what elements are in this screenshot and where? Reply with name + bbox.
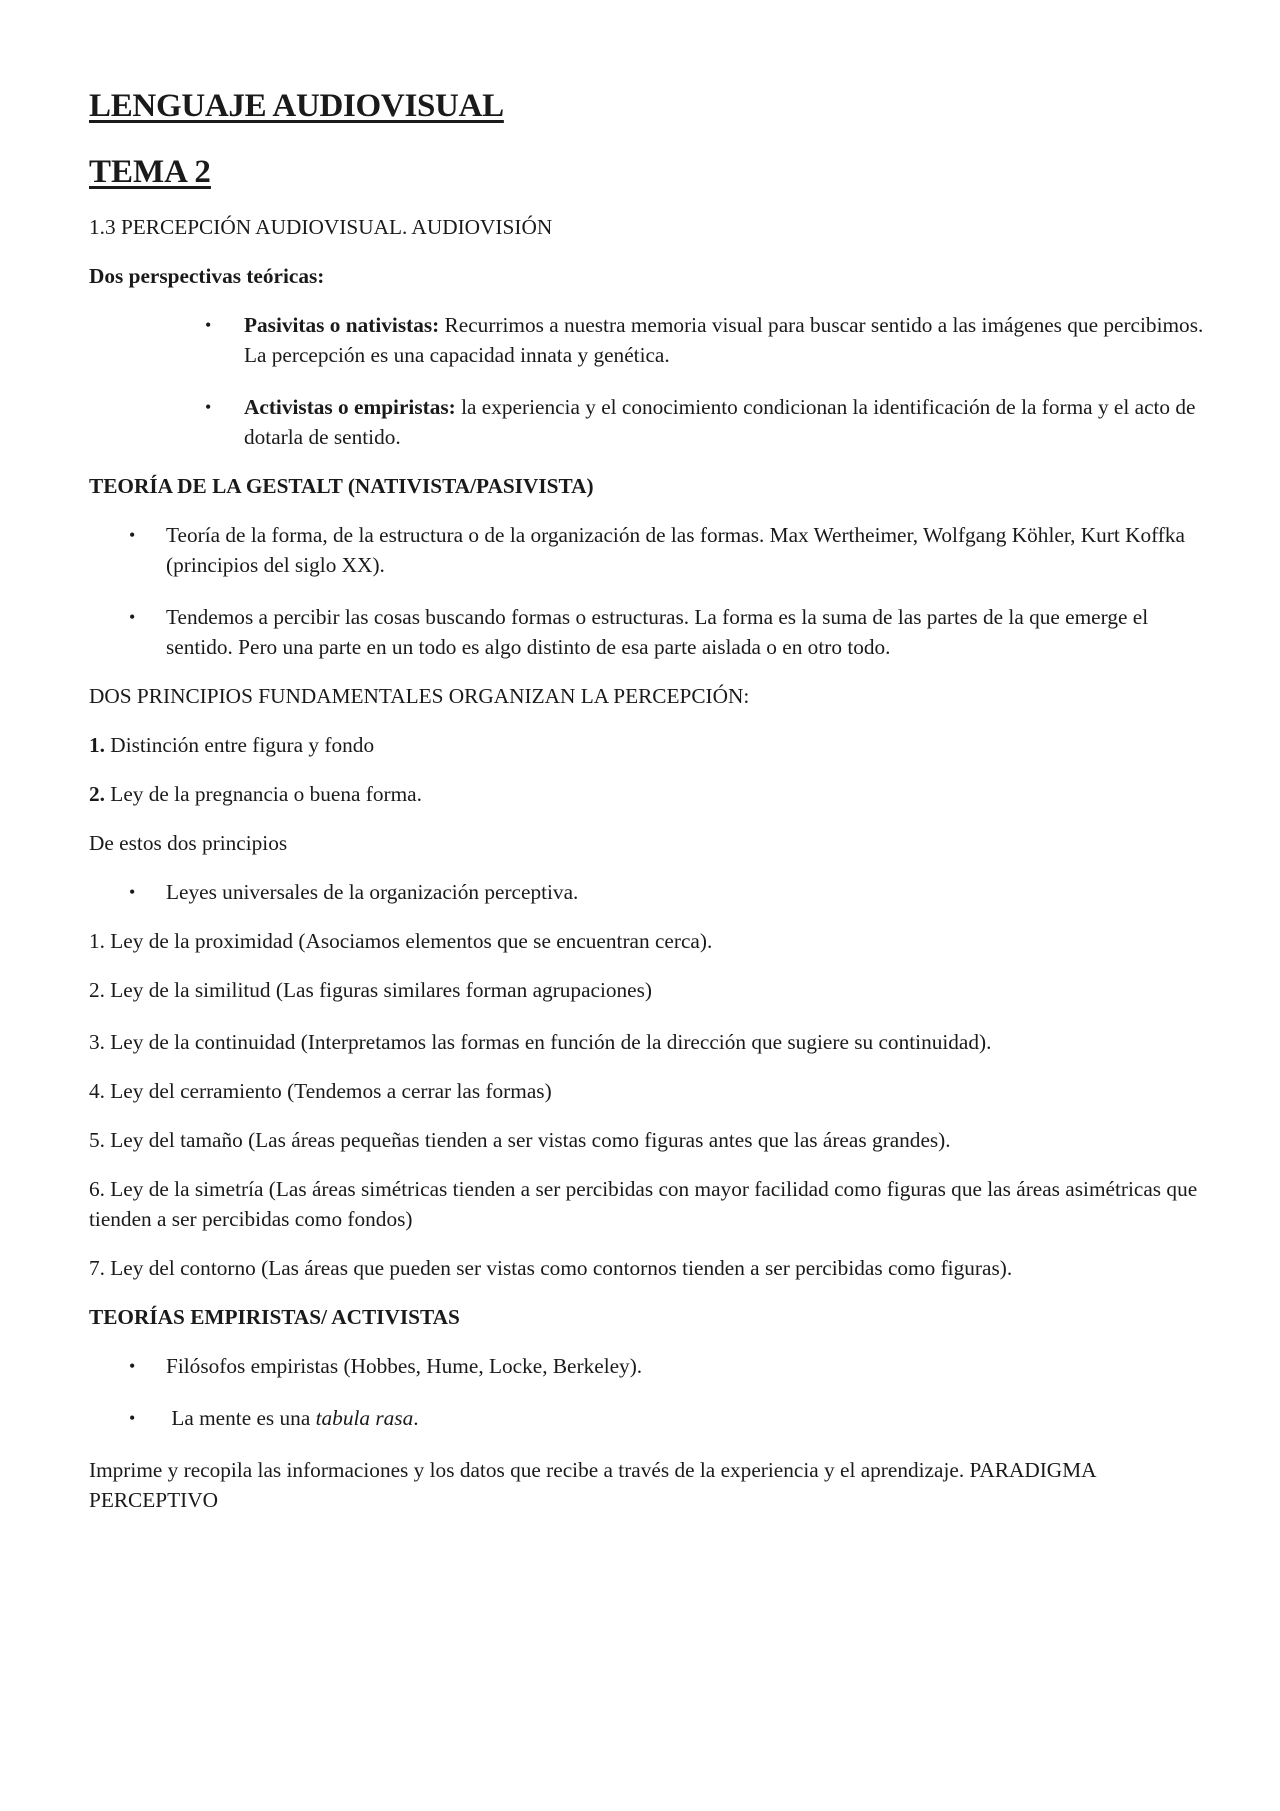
empiricist-philosophers: Filósofos empiristas (Hobbes, Hume, Locke, Berkeley). — [166, 1354, 643, 1378]
gestalt-list — [89, 520, 1219, 662]
perspective-term: Activistas o empiristas: — [244, 395, 456, 419]
principle-2 — [89, 779, 1219, 809]
universal-laws-text: Leyes universales de la organización perceptiva. — [166, 880, 579, 904]
mind-suffix: . — [413, 1406, 419, 1430]
empiricist-list — [89, 1351, 1219, 1433]
mind-italic: tabula rasa — [315, 1406, 414, 1430]
principle-number: 1. — [89, 733, 105, 757]
list-item — [89, 310, 1219, 370]
gestalt-item-text: Teoría de la forma, de la estructura o de la organización de las formas. Max Wertheimer, Wolfgang Köhler, Kurt Koffka (principios del siglo XX). — [166, 523, 1186, 577]
bullet-icon: • — [205, 397, 212, 417]
principle-1 — [89, 730, 1219, 760]
gestalt-item-text: Tendemos a percibir las cosas buscando formas o estructuras. La forma es la suma de las partes de la que emerge el sentido. Pero una parte en un todo es algo distinto de esa parte aislada o en otro todo. — [166, 605, 1149, 659]
from-principles-text: De estos dos principios — [89, 831, 288, 855]
mind-prefix: La mente es una — [166, 1406, 316, 1430]
list-item — [89, 1351, 1219, 1381]
law-4: 4. Ley del cerramiento (Tendemos a cerrar las formas) — [89, 1079, 552, 1103]
bullet-icon: • — [129, 882, 136, 902]
principles-heading: DOS PRINCIPIOS FUNDAMENTALES ORGANIZAN LA PERCEPCIÓN: — [89, 684, 750, 708]
perspectives-list — [89, 310, 1219, 452]
empiricist-heading: TEORÍAS EMPIRISTAS/ ACTIVISTAS — [89, 1305, 460, 1329]
universal-laws-list — [89, 877, 1219, 907]
law-3: 3. Ley de la continuidad (Interpretamos las formas en función de la dirección que sugiere su continuidad). — [89, 1030, 992, 1054]
section-heading: 1.3 PERCEPCIÓN AUDIOVISUAL. AUDIOVISIÓN — [89, 215, 553, 239]
list-item — [89, 520, 1219, 580]
law-1: 1. Ley de la proximidad (Asociamos elementos que se encuentran cerca). — [89, 929, 713, 953]
bullet-icon: • — [205, 315, 212, 335]
principle-text: Distinción entre figura y fondo — [104, 733, 375, 757]
perspective-text: la experiencia y el conocimiento condicionan la identificación de la forma y el acto de dotarla de sentido. — [244, 395, 1196, 449]
law-7: 7. Ley del contorno (Las áreas que pueden ser vistas como contornos tienden a ser percibidas como figuras). — [89, 1256, 1013, 1280]
bullet-icon: • — [129, 607, 136, 627]
document-subtitle: TEMA 2 — [89, 154, 211, 190]
law-5: 5. Ley del tamaño (Las áreas pequeñas tienden a ser vistas como figuras antes que las áreas grandes). — [89, 1128, 951, 1152]
bullet-icon: • — [129, 525, 136, 545]
document-title: LENGUAJE AUDIOVISUAL — [89, 88, 504, 124]
list-item — [89, 392, 1219, 452]
perspective-text: Recurrimos a nuestra memoria visual para buscar sentido a las imágenes que percibimos. La percepción es una capacidad innata y genética. — [244, 313, 1204, 367]
bullet-icon: • — [129, 1356, 136, 1376]
perspective-term: Pasivitas o nativistas: — [244, 313, 440, 337]
closing-paragraph: Imprime y recopila las informaciones y los datos que recibe a través de la experiencia y el aprendizaje. PARADIGMA PERCEPTIVO — [89, 1458, 1096, 1512]
bullet-icon: • — [129, 1408, 136, 1428]
document-page — [89, 80, 1219, 1515]
perspectives-heading: Dos perspectivas teóricas: — [89, 264, 325, 288]
law-6: 6. Ley de la simetría (Las áreas simétricas tienden a ser percibidas con mayor facilidad como figuras que las áreas asimétricas que tienden a ser percibidas como fondos) — [89, 1177, 1198, 1231]
list-item — [89, 1403, 1219, 1433]
law-2: 2. Ley de la similitud (Las figuras similares forman agrupaciones) — [89, 978, 653, 1002]
list-item — [89, 877, 1219, 907]
principle-number: 2. — [89, 782, 105, 806]
list-item — [89, 602, 1219, 662]
gestalt-heading: TEORÍA DE LA GESTALT (NATIVISTA/PASIVISTA) — [89, 474, 594, 498]
principle-text: Ley de la pregnancia o buena forma. — [104, 782, 422, 806]
